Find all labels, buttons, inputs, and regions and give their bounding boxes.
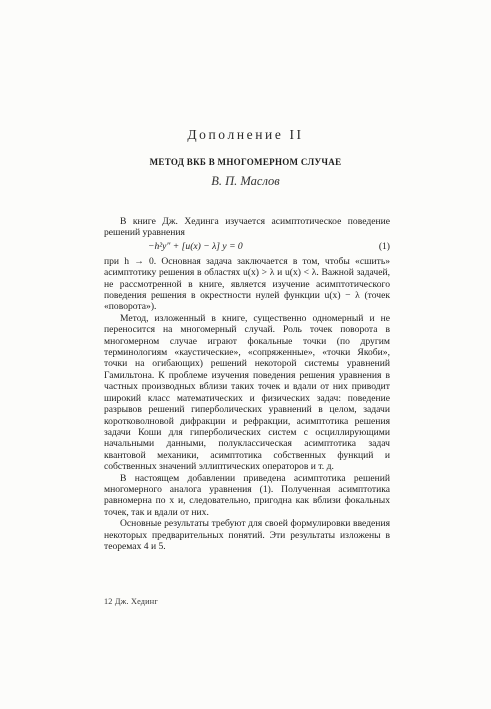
paragraph-1: В книге Дж. Хединга изучается асимптотическое поведение решений уравнения	[104, 216, 390, 239]
article-title: МЕТОД ВКБ В МНОГОМЕРНОМ СЛУЧАЕ	[149, 157, 342, 167]
article-body	[104, 216, 390, 552]
equation-1	[104, 240, 390, 254]
paragraph-5: Основные результаты требуют для своей формулировки введения некоторых предварительных понятий. Эти результаты изложены в теоремах 4 и 5.	[104, 518, 390, 552]
page-footer-signature: 12 Дж. Хединг	[104, 597, 158, 606]
author-name: В. П. Маслов	[211, 174, 280, 188]
equation-formula: −h²y″ + [u(x) − λ] y = 0	[148, 240, 243, 252]
appendix-heading: Дополнение II	[187, 127, 304, 142]
equation-number: (1)	[378, 240, 390, 252]
paragraph-2: при h → 0. Основная задача заключается в том, чтобы «сшить» асимптотику решения в областях u(x) > λ и u(x) < λ. Важной задачей, не рассмотренной в книге, является изучение асимптотического поведения решения в окрестности нулей функции u(x) − λ (точек «поворота»).	[104, 255, 390, 313]
paragraph-4: В настоящем добавлении приведена асимптотика решений многомерного аналога уравнения (1). Полученная асимптотика равномерна по x и, следовательно, пригодна как вблизи фокальных точек, так и вдали от них.	[104, 472, 390, 518]
paragraph-3: Метод, изложенный в книге, существенно одномерный и не переносится на многомерный случай. Роль точек поворота в многомерном случае играют фокальные точки (по другим терминологиям «каустические», «сопряженные», «точки Якоби», точки на огибающих) решений некоторой системы уравнений Гамильтона. К проблеме изучения поведения решения уравнения в частных производных вблизи таких точек и вдали от них приводит широкий класс математических и физических задач: поведение разрывов решений гиперболических уравнений в целом, задачи коротковолновой дифракции и рефракции, асимптотика решения задачи Коши для гиперболических систем с осциллирующими начальными данными, полуклассическая асимптотика задач квантовой механики, асимптотика собственных функций и собственных значений эллиптических операторов и т. д.	[104, 312, 390, 473]
